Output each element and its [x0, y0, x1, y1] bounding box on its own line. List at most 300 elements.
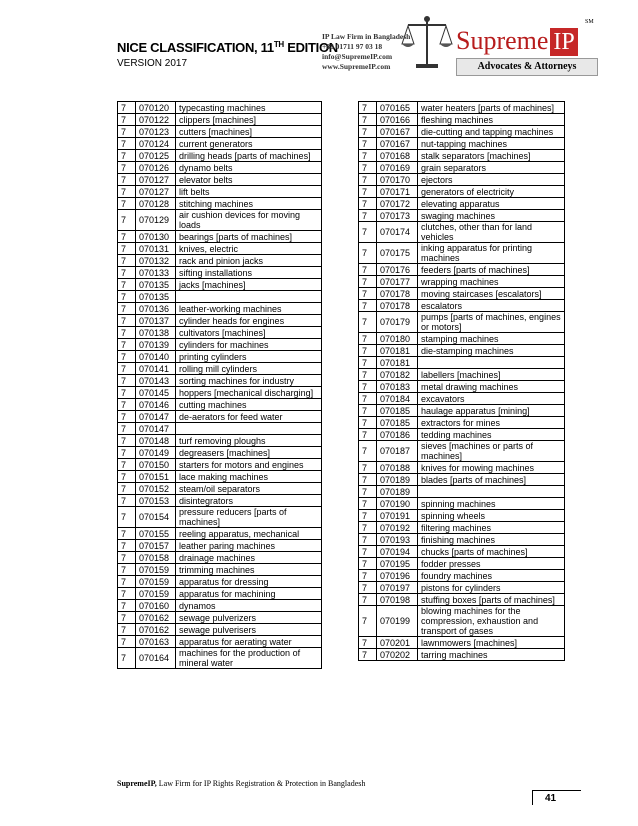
class-number-cell: 7: [118, 375, 136, 387]
table-row: [359, 243, 565, 264]
table-row: [118, 315, 322, 327]
table-row: [359, 222, 565, 243]
class-number-cell: 7: [118, 447, 136, 459]
basic-number-cell: 070145: [136, 387, 176, 399]
basic-number-cell: 070177: [377, 276, 418, 288]
class-number-cell: 7: [118, 483, 136, 495]
table-row: [118, 648, 322, 669]
basic-number-cell: 070171: [377, 186, 418, 198]
basic-number-cell: 070135: [136, 279, 176, 291]
basic-number-cell: 070202: [377, 649, 418, 661]
goods-description-cell: fodder presses: [418, 558, 565, 570]
goods-description-cell: jacks [machines]: [176, 279, 322, 291]
goods-description-cell: typecasting machines: [176, 102, 322, 114]
basic-number-cell: 070140: [136, 351, 176, 363]
table-row: [359, 498, 565, 510]
goods-description-cell: hoppers [mechanical discharging]: [176, 387, 322, 399]
table-row: [118, 471, 322, 483]
table-row: [118, 588, 322, 600]
basic-number-cell: 070186: [377, 429, 418, 441]
goods-description-cell: drainage machines: [176, 552, 322, 564]
basic-number-cell: 070127: [136, 186, 176, 198]
goods-description-cell: turf removing ploughs: [176, 435, 322, 447]
goods-description-cell: stuffing boxes [parts of machines]: [418, 594, 565, 606]
class-number-cell: 7: [359, 606, 377, 637]
class-number-cell: 7: [118, 564, 136, 576]
goods-description-cell: elevator belts: [176, 174, 322, 186]
table-row: [359, 333, 565, 345]
goods-description-cell: inking apparatus for printing machines: [418, 243, 565, 264]
table-row: [118, 303, 322, 315]
class-number-cell: 7: [359, 126, 377, 138]
goods-description-cell: bearings [parts of machines]: [176, 231, 322, 243]
class-number-cell: 7: [359, 510, 377, 522]
class-number-cell: 7: [118, 210, 136, 231]
basic-number-cell: 070175: [377, 243, 418, 264]
table-row: [359, 381, 565, 393]
class-number-cell: 7: [359, 429, 377, 441]
table-row: [359, 637, 565, 649]
basic-number-cell: 070166: [377, 114, 418, 126]
class-number-cell: 7: [118, 162, 136, 174]
goods-description-cell: apparatus for machining: [176, 588, 322, 600]
goods-description-cell: leather paring machines: [176, 540, 322, 552]
table-row: [359, 126, 565, 138]
class-number-cell: 7: [118, 126, 136, 138]
contact-website: www.SupremeIP.com: [322, 62, 391, 71]
basic-number-cell: 070159: [136, 576, 176, 588]
table-row: [118, 576, 322, 588]
table-row: [359, 198, 565, 210]
class-number-cell: 7: [118, 471, 136, 483]
goods-description-cell: apparatus for aerating water: [176, 636, 322, 648]
goods-description-cell: ejectors: [418, 174, 565, 186]
class-number-cell: 7: [118, 528, 136, 540]
goods-description-cell: dynamos: [176, 600, 322, 612]
table-row: [359, 138, 565, 150]
basic-number-cell: 070123: [136, 126, 176, 138]
table-row: [118, 624, 322, 636]
goods-description-cell: lift belts: [176, 186, 322, 198]
table-row: [118, 552, 322, 564]
basic-number-cell: 070195: [377, 558, 418, 570]
class-number-cell: 7: [118, 255, 136, 267]
goods-description-cell: swaging machines: [418, 210, 565, 222]
basic-number-cell: 070138: [136, 327, 176, 339]
class-number-cell: 7: [359, 162, 377, 174]
table-row: [118, 636, 322, 648]
class-number-cell: 7: [359, 441, 377, 462]
class-number-cell: 7: [359, 186, 377, 198]
goods-description-cell: blades [parts of machines]: [418, 474, 565, 486]
class-number-cell: 7: [359, 474, 377, 486]
class-number-cell: 7: [359, 345, 377, 357]
goods-description-cell: apparatus for dressing: [176, 576, 322, 588]
basic-number-cell: 070130: [136, 231, 176, 243]
table-row: [359, 174, 565, 186]
basic-number-cell: 070189: [377, 474, 418, 486]
table-row: [359, 312, 565, 333]
table-row: [118, 375, 322, 387]
basic-number-cell: 070150: [136, 459, 176, 471]
goods-description-cell: feeders [parts of machines]: [418, 264, 565, 276]
goods-description-cell: spinning machines: [418, 498, 565, 510]
class-number-cell: 7: [118, 399, 136, 411]
goods-description-cell: steam/oil separators: [176, 483, 322, 495]
goods-description-cell: spinning wheels: [418, 510, 565, 522]
goods-description-cell: rack and pinion jacks: [176, 255, 322, 267]
table-row: [118, 387, 322, 399]
class-number-cell: 7: [118, 600, 136, 612]
class-number-cell: 7: [359, 243, 377, 264]
class-number-cell: 7: [118, 114, 136, 126]
basic-number-cell: 070157: [136, 540, 176, 552]
basic-number-cell: 070163: [136, 636, 176, 648]
page-title: NICE CLASSIFICATION, 11TH EDITION: [117, 40, 338, 55]
basic-number-cell: 070152: [136, 483, 176, 495]
class-number-cell: 7: [118, 102, 136, 114]
table-row: [359, 429, 565, 441]
goods-description-cell: labellers [machines]: [418, 369, 565, 381]
table-row: [359, 357, 565, 369]
basic-number-cell: 070167: [377, 126, 418, 138]
basic-number-cell: 070179: [377, 312, 418, 333]
class-number-cell: 7: [118, 612, 136, 624]
table-row: [118, 186, 322, 198]
table-row: [118, 138, 322, 150]
table-row: [118, 564, 322, 576]
basic-number-cell: 070168: [377, 150, 418, 162]
goods-description-cell: pistons for cylinders: [418, 582, 565, 594]
class-number-cell: 7: [359, 594, 377, 606]
goods-description-cell: excavators: [418, 393, 565, 405]
classification-table-left: [117, 101, 322, 669]
table-row: [359, 558, 565, 570]
basic-number-cell: 070176: [377, 264, 418, 276]
table-row: [359, 276, 565, 288]
goods-description-cell: tedding machines: [418, 429, 565, 441]
class-number-cell: 7: [359, 522, 377, 534]
table-row: [359, 649, 565, 661]
table-row: [359, 369, 565, 381]
table-row: [359, 300, 565, 312]
goods-description-cell: [418, 357, 565, 369]
goods-description-cell: machines for the production of mineral water: [176, 648, 322, 669]
class-number-cell: 7: [359, 582, 377, 594]
goods-description-cell: leather-working machines: [176, 303, 322, 315]
table-row: [118, 459, 322, 471]
class-number-cell: 7: [359, 102, 377, 114]
class-number-cell: 7: [118, 636, 136, 648]
goods-description-cell: stalk separators [machines]: [418, 150, 565, 162]
basic-number-cell: 070137: [136, 315, 176, 327]
class-number-cell: 7: [359, 150, 377, 162]
basic-number-cell: 070131: [136, 243, 176, 255]
goods-description-cell: foundry machines: [418, 570, 565, 582]
basic-number-cell: 070153: [136, 495, 176, 507]
class-number-cell: 7: [118, 279, 136, 291]
basic-number-cell: 070174: [377, 222, 418, 243]
table-row: [359, 162, 565, 174]
class-number-cell: 7: [359, 637, 377, 649]
basic-number-cell: 070193: [377, 534, 418, 546]
basic-number-cell: 070149: [136, 447, 176, 459]
classification-table-right: [358, 101, 565, 661]
table-row: [118, 174, 322, 186]
class-number-cell: 7: [118, 435, 136, 447]
basic-number-cell: 070126: [136, 162, 176, 174]
goods-description-cell: wrapping machines: [418, 276, 565, 288]
contact-block: [322, 32, 410, 72]
table-row: [359, 606, 565, 637]
goods-description-cell: escalators: [418, 300, 565, 312]
basic-number-cell: 070201: [377, 637, 418, 649]
basic-number-cell: 070164: [136, 648, 176, 669]
logo: [400, 14, 600, 76]
class-number-cell: 7: [118, 327, 136, 339]
basic-number-cell: 070165: [377, 102, 418, 114]
basic-number-cell: 070188: [377, 462, 418, 474]
basic-number-cell: 070189: [377, 486, 418, 498]
basic-number-cell: 070192: [377, 522, 418, 534]
class-number-cell: 7: [118, 186, 136, 198]
goods-description-cell: nut-tapping machines: [418, 138, 565, 150]
class-number-cell: 7: [359, 276, 377, 288]
basic-number-cell: 070197: [377, 582, 418, 594]
class-number-cell: 7: [118, 138, 136, 150]
basic-number-cell: 070191: [377, 510, 418, 522]
table-row: [118, 126, 322, 138]
goods-description-cell: clippers [machines]: [176, 114, 322, 126]
table-row: [359, 405, 565, 417]
basic-number-cell: 070159: [136, 588, 176, 600]
table-row: [118, 114, 322, 126]
basic-number-cell: 070170: [377, 174, 418, 186]
goods-description-cell: trimming machines: [176, 564, 322, 576]
table-row: [359, 486, 565, 498]
class-number-cell: 7: [118, 588, 136, 600]
class-number-cell: 7: [359, 369, 377, 381]
class-number-cell: 7: [118, 624, 136, 636]
class-number-cell: 7: [359, 300, 377, 312]
class-number-cell: 7: [118, 387, 136, 399]
class-number-cell: 7: [359, 417, 377, 429]
goods-description-cell: metal drawing machines: [418, 381, 565, 393]
table-row: [359, 288, 565, 300]
table-row: [118, 540, 322, 552]
class-number-cell: 7: [359, 649, 377, 661]
basic-number-cell: 070173: [377, 210, 418, 222]
basic-number-cell: 070155: [136, 528, 176, 540]
table-row: [118, 483, 322, 495]
table-row: [118, 423, 322, 435]
basic-number-cell: 070159: [136, 564, 176, 576]
goods-description-cell: printing cylinders: [176, 351, 322, 363]
basic-number-cell: 070120: [136, 102, 176, 114]
class-number-cell: 7: [359, 393, 377, 405]
basic-number-cell: 070154: [136, 507, 176, 528]
class-number-cell: 7: [118, 576, 136, 588]
basic-number-cell: 070133: [136, 267, 176, 279]
basic-number-cell: 070172: [377, 198, 418, 210]
goods-description-cell: rolling mill cylinders: [176, 363, 322, 375]
class-number-cell: 7: [118, 495, 136, 507]
goods-description-cell: [176, 291, 322, 303]
class-number-cell: 7: [118, 315, 136, 327]
basic-number-cell: 070146: [136, 399, 176, 411]
table-row: [118, 339, 322, 351]
table-row: [359, 510, 565, 522]
table-row: [118, 447, 322, 459]
basic-number-cell: 070139: [136, 339, 176, 351]
goods-description-cell: reeling apparatus, mechanical: [176, 528, 322, 540]
basic-number-cell: 070190: [377, 498, 418, 510]
goods-description-cell: filtering machines: [418, 522, 565, 534]
table-row: [118, 102, 322, 114]
class-number-cell: 7: [359, 462, 377, 474]
basic-number-cell: 070158: [136, 552, 176, 564]
class-number-cell: 7: [359, 222, 377, 243]
goods-description-cell: [418, 486, 565, 498]
basic-number-cell: 070128: [136, 198, 176, 210]
class-number-cell: 7: [118, 231, 136, 243]
class-number-cell: 7: [118, 198, 136, 210]
table-row: [118, 363, 322, 375]
table-row: [359, 570, 565, 582]
table-row: [118, 600, 322, 612]
basic-number-cell: 070199: [377, 606, 418, 637]
basic-number-cell: 070169: [377, 162, 418, 174]
class-number-cell: 7: [118, 411, 136, 423]
goods-description-cell: cutters [machines]: [176, 126, 322, 138]
basic-number-cell: 070180: [377, 333, 418, 345]
basic-number-cell: 070147: [136, 411, 176, 423]
table-row: [359, 186, 565, 198]
goods-description-cell: starters for motors and engines: [176, 459, 322, 471]
basic-number-cell: 070178: [377, 288, 418, 300]
table-row: [359, 522, 565, 534]
class-number-cell: 7: [359, 312, 377, 333]
basic-number-cell: 070143: [136, 375, 176, 387]
table-row: [118, 291, 322, 303]
class-number-cell: 7: [359, 288, 377, 300]
basic-number-cell: 070178: [377, 300, 418, 312]
class-number-cell: 7: [118, 174, 136, 186]
basic-number-cell: 070194: [377, 546, 418, 558]
table-row: [118, 255, 322, 267]
footer-text: SupremeIP, Law Firm for IP Rights Registration & Protection in Bangladesh: [117, 779, 366, 788]
goods-description-cell: finishing machines: [418, 534, 565, 546]
class-number-cell: 7: [359, 333, 377, 345]
goods-description-cell: cylinder heads for engines: [176, 315, 322, 327]
scales-of-justice-icon: [400, 14, 454, 74]
goods-description-cell: die-cutting and tapping machines: [418, 126, 565, 138]
class-number-cell: 7: [359, 498, 377, 510]
basic-number-cell: 070129: [136, 210, 176, 231]
goods-description-cell: current generators: [176, 138, 322, 150]
basic-number-cell: 070181: [377, 357, 418, 369]
table-row: [118, 279, 322, 291]
basic-number-cell: 070127: [136, 174, 176, 186]
class-number-cell: 7: [359, 558, 377, 570]
basic-number-cell: 070198: [377, 594, 418, 606]
goods-description-cell: lawnmowers [machines]: [418, 637, 565, 649]
class-number-cell: 7: [359, 174, 377, 186]
class-number-cell: 7: [359, 486, 377, 498]
class-number-cell: 7: [359, 570, 377, 582]
goods-description-cell: cultivators [machines]: [176, 327, 322, 339]
class-number-cell: 7: [359, 357, 377, 369]
goods-description-cell: pumps [parts of machines, engines or motors]: [418, 312, 565, 333]
class-number-cell: 7: [118, 423, 136, 435]
table-row: [359, 150, 565, 162]
version-label: VERSION 2017: [117, 58, 188, 69]
basic-number-cell: 070136: [136, 303, 176, 315]
basic-number-cell: 070181: [377, 345, 418, 357]
class-number-cell: 7: [359, 264, 377, 276]
table-row: [118, 411, 322, 423]
class-number-cell: 7: [118, 150, 136, 162]
table-row: [118, 351, 322, 363]
goods-description-cell: moving staircases [escalators]: [418, 288, 565, 300]
table-row: [359, 417, 565, 429]
basic-number-cell: 070148: [136, 435, 176, 447]
class-number-cell: 7: [118, 363, 136, 375]
basic-number-cell: 070124: [136, 138, 176, 150]
class-number-cell: 7: [118, 351, 136, 363]
table-row: [118, 210, 322, 231]
goods-description-cell: tarring machines: [418, 649, 565, 661]
goods-description-cell: cutting machines: [176, 399, 322, 411]
class-number-cell: 7: [118, 459, 136, 471]
basic-number-cell: 070183: [377, 381, 418, 393]
table-row: [118, 198, 322, 210]
class-number-cell: 7: [359, 210, 377, 222]
goods-description-cell: sifting installations: [176, 267, 322, 279]
table-row: [359, 594, 565, 606]
goods-description-cell: extractors for mines: [418, 417, 565, 429]
basic-number-cell: 070132: [136, 255, 176, 267]
basic-number-cell: 070167: [377, 138, 418, 150]
basic-number-cell: 070185: [377, 405, 418, 417]
class-number-cell: 7: [118, 291, 136, 303]
basic-number-cell: 070196: [377, 570, 418, 582]
table-row: [359, 474, 565, 486]
table-row: [359, 210, 565, 222]
goods-description-cell: knives, electric: [176, 243, 322, 255]
class-number-cell: 7: [118, 552, 136, 564]
goods-description-cell: stamping machines: [418, 333, 565, 345]
page-number-box: [532, 790, 581, 805]
basic-number-cell: 070135: [136, 291, 176, 303]
goods-description-cell: clutches, other than for land vehicles: [418, 222, 565, 243]
goods-description-cell: haulage apparatus [mining]: [418, 405, 565, 417]
basic-number-cell: 070125: [136, 150, 176, 162]
goods-description-cell: lace making machines: [176, 471, 322, 483]
goods-description-cell: degreasers [machines]: [176, 447, 322, 459]
basic-number-cell: 070187: [377, 441, 418, 462]
goods-description-cell: air cushion devices for moving loads: [176, 210, 322, 231]
table-row: [118, 495, 322, 507]
goods-description-cell: sorting machines for industry: [176, 375, 322, 387]
goods-description-cell: fleshing machines: [418, 114, 565, 126]
goods-description-cell: die-stamping machines: [418, 345, 565, 357]
table-row: [118, 435, 322, 447]
goods-description-cell: disintegrators: [176, 495, 322, 507]
class-number-cell: 7: [359, 381, 377, 393]
logo-tagline: Advocates & Attorneys: [456, 58, 598, 76]
logo-sm-mark: SM: [585, 19, 594, 25]
